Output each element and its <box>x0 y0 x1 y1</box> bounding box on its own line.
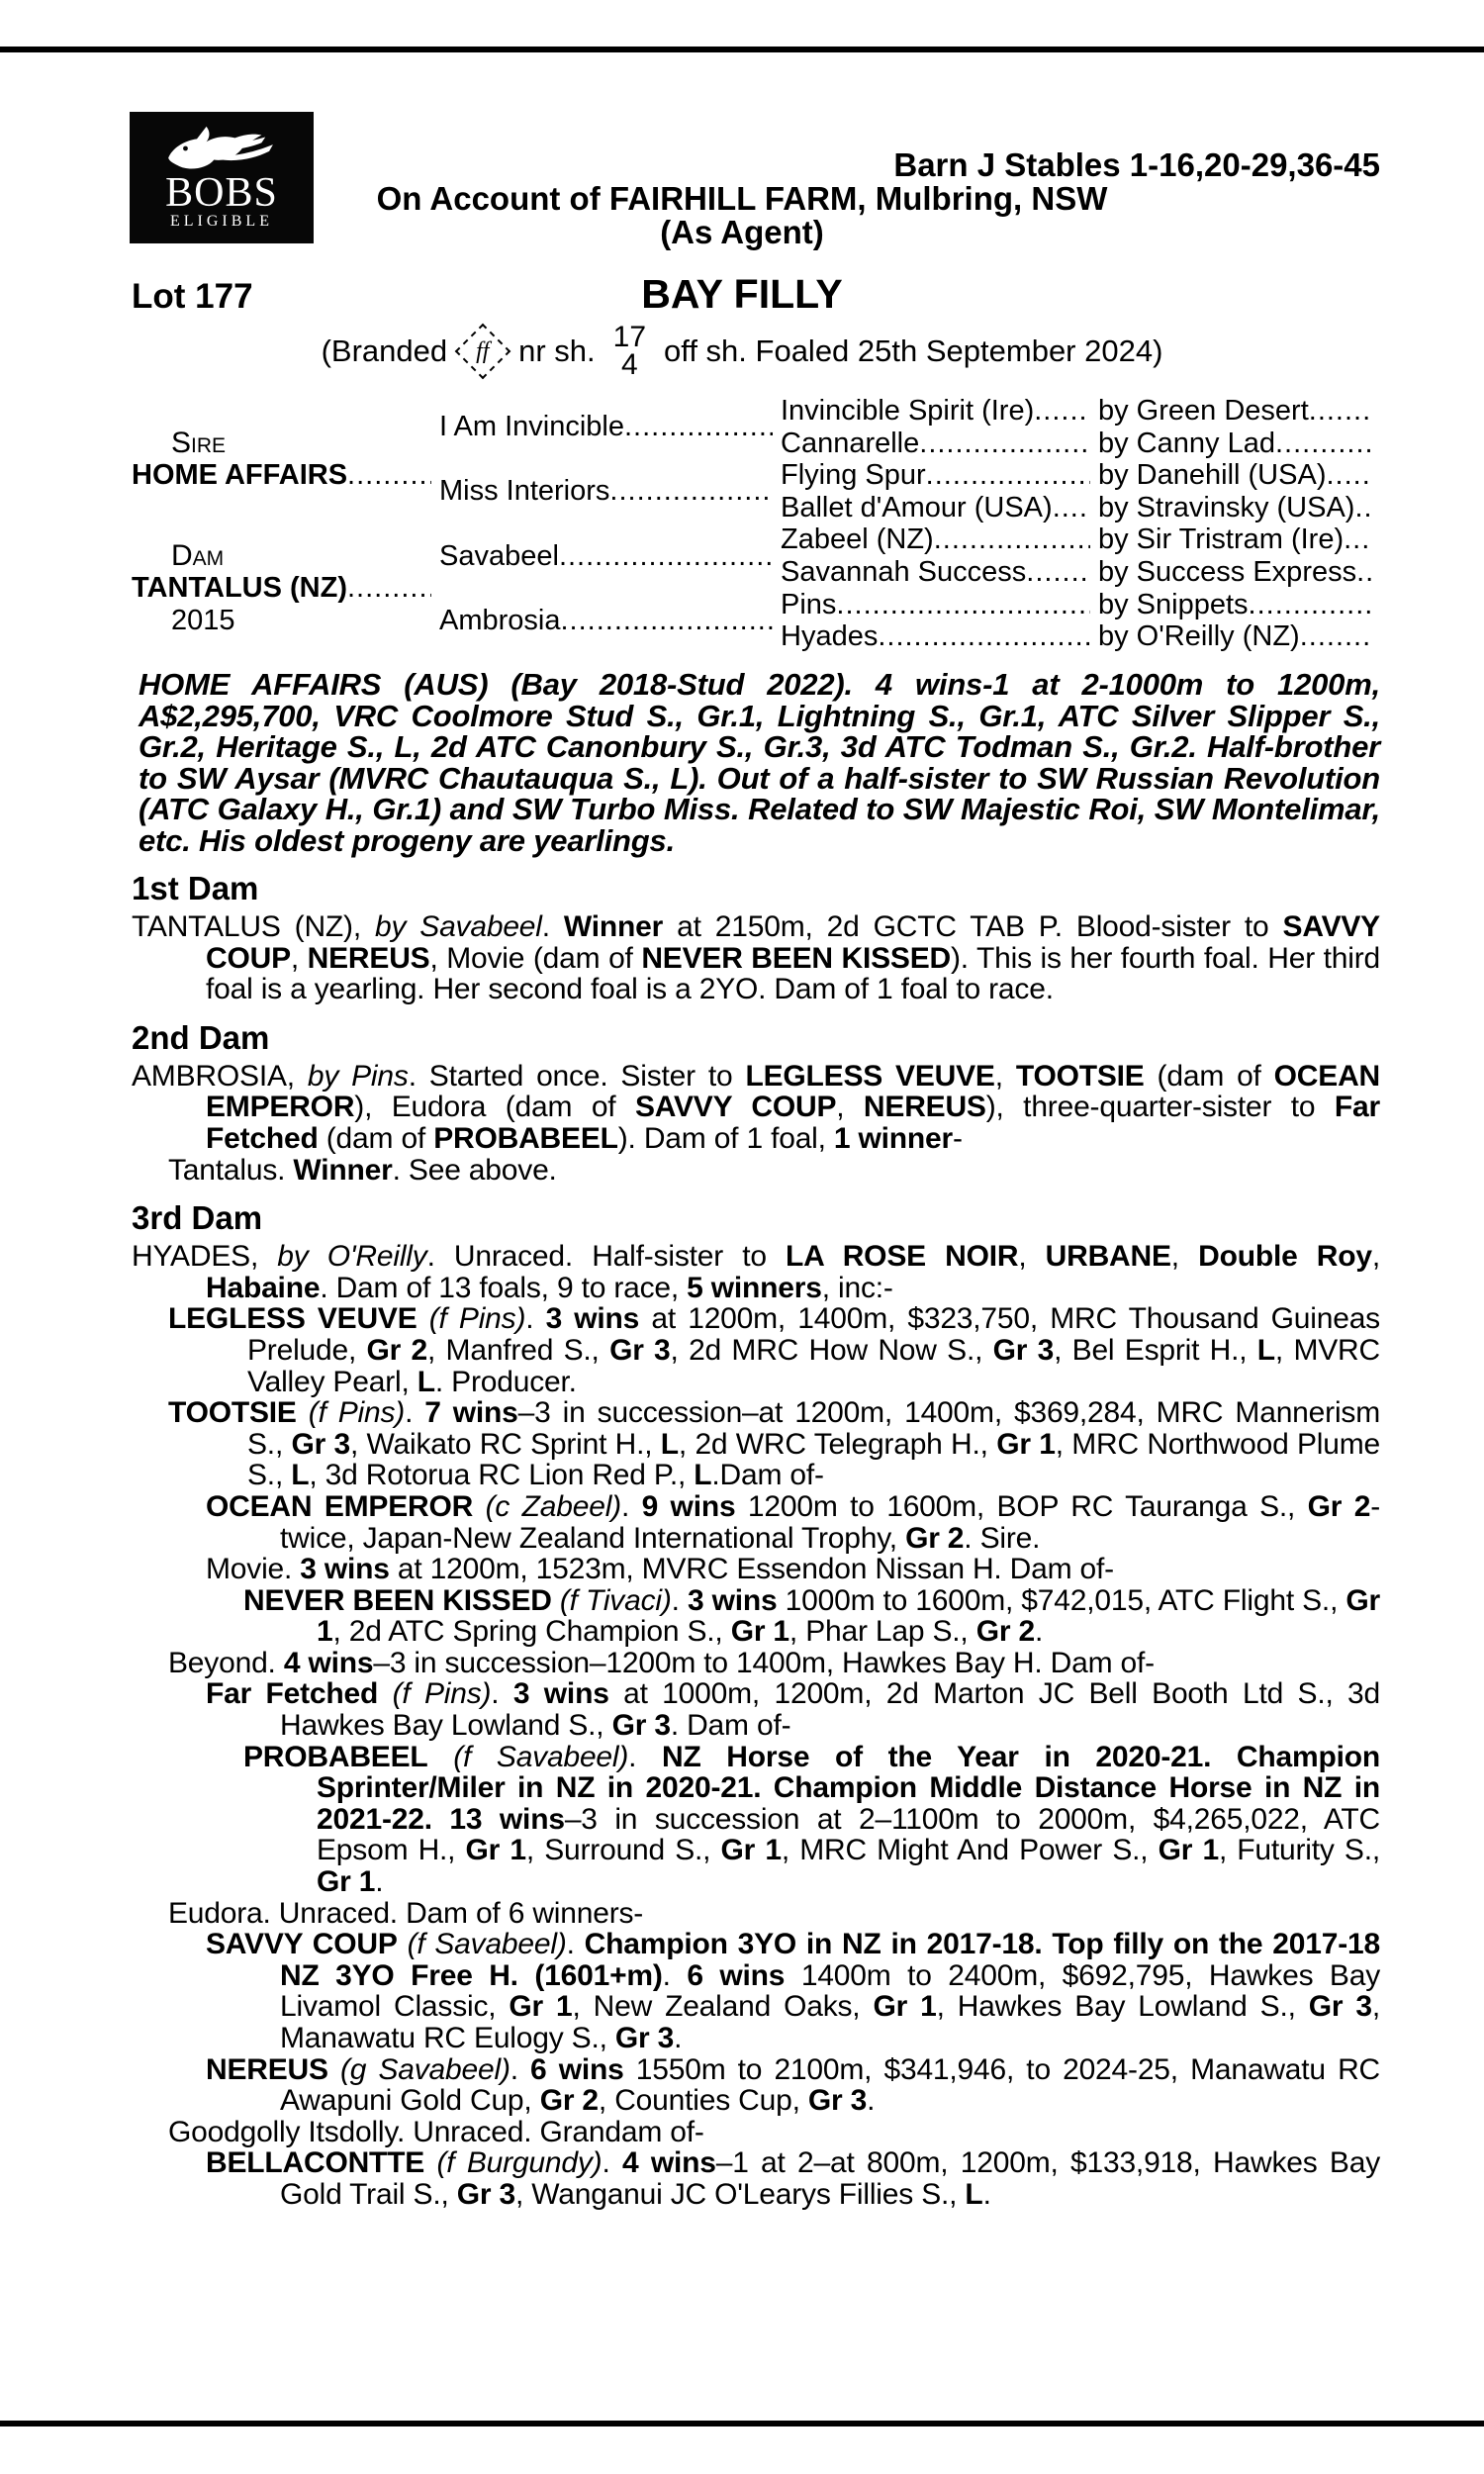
pedigree-gen2-name <box>439 605 781 637</box>
text-run: Gr 3 <box>291 1427 350 1461</box>
pedigree-gen3-sire-cell <box>1098 620 1380 653</box>
pedigree-gen3-cell <box>781 459 1098 492</box>
pedigree-paragraph: Beyond. 4 wins–3 in succession–1200m to 1400m, Hawkes Bay H. Dam of- <box>168 1646 1155 1679</box>
brand-near-shoulder: nr sh. <box>518 333 596 368</box>
dot-leader <box>1026 556 1090 589</box>
pedigree-gen3-sire-cell <box>1098 395 1380 428</box>
dot-leader <box>561 605 774 637</box>
horse-name: Hyades <box>781 620 879 653</box>
brand-suffix: off sh. Foaled 25th September 2024) <box>664 333 1163 368</box>
pedigree-paragraph: AMBROSIA, by Pins. Started once. Sister to LEGLESS VEUVE, TOOTSIE (dam of OCEAN EMPEROR), Eudora (dam of SAVVY COUP, NEREUS), three-quarter-sister to Far Fetched (dam of PROBABEEL). Dam of 1 foal, 1 winner- <box>132 1059 1380 1155</box>
pedigree-gen3-cell <box>781 523 1098 556</box>
text-run: NZ Horse of the Year in 2020-21. Champion Sprinter/Miler in NZ in 2020-21. Champion Middle Distance Horse in NZ in 2021-22. 13 wins <box>317 1740 1380 1836</box>
text-run: 6 wins <box>687 1958 786 1992</box>
pedigree-paragraph: PROBABEEL (f Savabeel). NZ Horse of the Year in 2020-21. Champion Sprinter/Miler in NZ in 2020-21. Champion Middle Distance Horse in NZ in 2021-22. 13 wins–3 in succession at 2–1100m to 2000m, $4,265,022, ATC Epsom H., Gr 1, Surround S., Gr 1, MRC Might And Power S., Gr 1, Futurity S., Gr 1. <box>243 1740 1381 1899</box>
text-run: NEVER BEEN KISSED <box>641 941 951 975</box>
text-run: Gr 1 <box>720 1834 782 1867</box>
text-run: TOOTSIE <box>168 1396 297 1430</box>
horse-name: Invincible Spirit (Ire) <box>781 395 1035 427</box>
text-run: (f Pins) <box>392 1677 492 1711</box>
text-run: BELLACONTTE <box>206 2146 425 2180</box>
section-heading: 2nd Dam <box>132 1018 270 1056</box>
pedigree-gen3-sire-cell <box>1098 428 1380 460</box>
text-run: Gr 2 <box>539 2084 599 2118</box>
text-run: Gr 3 <box>1308 1990 1372 2024</box>
text-run: PROBABEEL <box>243 1740 428 1773</box>
logo-subtitle: ELIGIBLE <box>170 213 273 230</box>
text-run: Gr 1 <box>730 1615 789 1649</box>
text-run: PROBABEEL <box>433 1121 618 1155</box>
dot-leader <box>347 572 431 605</box>
pedigree-paragraph: NEREUS (g Savabeel). 6 wins 1550m to 2100m, $341,946, to 2024-25, Manawatu RC Awapuni Gold Cup, Gr 2, Counties Cup, Gr 3. <box>206 2052 1381 2118</box>
brand-line <box>0 315 1484 388</box>
text-run: URBANE <box>1045 1240 1171 1274</box>
text-run: OCEAN EMPEROR <box>206 1059 1380 1124</box>
text-run: L <box>660 1427 679 1461</box>
generation-label: Sire <box>171 427 227 460</box>
text-run: 7 wins <box>424 1396 518 1430</box>
text-run: by Pins <box>307 1059 409 1093</box>
brand-prefix: (Branded <box>321 333 448 368</box>
dot-leader <box>878 620 1090 653</box>
horse-name: by Success Express <box>1098 555 1357 588</box>
text-run: 4 wins <box>283 1646 374 1679</box>
pedigree-gen3-sire-cell <box>1098 556 1380 589</box>
text-run: OCEAN EMPEROR <box>206 1489 474 1523</box>
pedigree-sire-cell <box>132 395 439 523</box>
text-run: Winner <box>563 910 664 943</box>
horse-name: by Stravinsky (USA) <box>1098 491 1355 523</box>
horse-name: Cannarelle <box>781 427 920 459</box>
horse-name: TANTALUS (NZ) <box>132 572 347 605</box>
pedigree-gen2-cell <box>439 459 781 523</box>
brand-number-top: 17 <box>612 321 647 353</box>
page-title: BAY FILLY <box>641 271 843 317</box>
text-run: (f Burgundy) <box>436 2146 603 2180</box>
text-run: TOOTSIE <box>1015 1059 1145 1093</box>
brand-mark-letters: ff <box>476 338 490 364</box>
horse-name: Flying Spur <box>781 459 926 492</box>
horse-name: Miss Interiors <box>439 475 610 508</box>
text-run: Gr 2 <box>905 1521 965 1555</box>
horse-name: by Snippets <box>1098 588 1249 620</box>
text-run: Gr 1 <box>873 1990 937 2024</box>
dot-leader <box>1326 459 1372 492</box>
bottom-rule <box>0 2421 1484 2426</box>
dot-leader <box>926 459 1090 492</box>
pedigree-paragraph: Goodgolly Itsdolly. Unraced. Grandam of- <box>168 2115 704 2148</box>
content-area <box>132 669 1380 2211</box>
section-heading: 3rd Dam <box>132 1199 263 1237</box>
pedigree-paragraph: NEVER BEEN KISSED (f Tivaci). 3 wins 1000m to 1600m, $742,015, ATC Flight S., Gr 1, 2d ATC Spring Champion S., Gr 1, Phar Lap S., Gr 2. <box>243 1583 1380 1649</box>
horse-name: by O'Reilly (NZ) <box>1098 620 1300 653</box>
dot-leader <box>609 475 773 508</box>
pedigree-paragraph: Movie. 3 wins at 1200m, 1523m, MVRC Essendon Nissan H. Dam of- <box>206 1553 1114 1586</box>
pedigree-paragraph: SAVVY COUP (f Savabeel). Champion 3YO in NZ in 2017-18. Top filly on the 2017-18 NZ 3YO Free H. (1601+m). 6 wins 1400m to 2400m, $692,795, Hawkes Bay Livamol Classic, Gr 1, New Zealand Oaks, Gr 1, Hawkes Bay Lowland S., Gr 3, Manawatu RC Eulogy S., Gr 3. <box>206 1928 1381 2054</box>
pedigree-gen3-sire-cell <box>1098 459 1380 492</box>
pedigree-gen3-sire-cell <box>1098 492 1380 524</box>
text-run: SAVVY COUP <box>206 910 1380 975</box>
text-run: Gr 3 <box>609 1333 671 1367</box>
text-run: Gr 1 <box>317 1865 376 1899</box>
text-run: (f Savabeel) <box>407 1928 567 1961</box>
dot-leader <box>919 428 1090 460</box>
pedigree-gen2-name <box>439 411 781 443</box>
text-run: Gr 3 <box>992 1333 1055 1367</box>
dot-leader <box>1275 428 1372 460</box>
text-run: Habaine <box>206 1271 321 1304</box>
text-run: Far Fetched <box>206 1091 1380 1155</box>
text-run: Gr 3 <box>611 1709 671 1743</box>
horse-name: by Canny Lad <box>1098 427 1275 459</box>
text-run: Far Fetched <box>206 1677 379 1711</box>
text-run: (f Savabeel) <box>453 1740 629 1773</box>
pedigree-paragraph: OCEAN EMPEROR (c Zabeel). 9 wins 1200m to 1600m, BOP RC Tauranga S., Gr 2-twice, Japan-New Zealand International Trophy, Gr 2. Sire. <box>206 1489 1380 1555</box>
text-run: L <box>965 2177 983 2211</box>
pedigree-paragraph: BELLACONTTE (f Burgundy). 4 wins–1 at 2–at 800m, 1200m, $133,918, Hawkes Bay Gold Trail S., Gr 3, Wanganui JC O'Learys Fillies S., L. <box>206 2146 1381 2211</box>
text-run: NEREUS <box>206 2052 328 2086</box>
brand-mark-icon <box>455 324 511 380</box>
lot-number: Lot 177 <box>132 277 253 316</box>
dot-leader <box>559 540 773 573</box>
dot-leader <box>1356 556 1372 589</box>
pedigree-gen3-sire-cell <box>1098 523 1380 556</box>
brand-number-bottom: 4 <box>621 348 638 381</box>
sire-summary: HOME AFFAIRS (AUS) (Bay 2018-Stud 2022). 4 wins-1 at 2-1000m to 1200m, A$2,295,700, VRC Coolmore Stud S., Gr.1, Lightning S., Gr.1, ATC Silver Slipper S., Gr.2, Heritage S., L, 2d ATC Canonbury S., Gr.3, 3d ATC Todman S., Gr.2. Half-brother to SW Aysar (MVRC Chautauqua S., L). Out of a half-sister to SW Russian Revolution (ATC Galaxy H., Gr.1) and SW Turbo Miss. Related to SW Majestic Roi, SW Montelimar, etc. His oldest progeny are yearlings. <box>139 667 1380 858</box>
pedigree-paragraph: HYADES, by O'Reilly. Unraced. Half-sister to LA ROSE NOIR, URBANE, Double Roy, Habaine. Dam of 13 foals, 9 to race, 5 winners, inc:- <box>132 1240 1380 1304</box>
generation-label: Dam <box>171 539 225 573</box>
dot-leader <box>1034 395 1090 428</box>
horse-name: Pins <box>781 588 837 620</box>
account-line: On Account of FAIRHILL FARM, Mulbring, NSW <box>376 180 1108 217</box>
text-run: 3 wins <box>512 1677 609 1711</box>
text-run: 4 wins <box>621 2146 716 2180</box>
pedigree-gen2-name <box>439 540 781 573</box>
text-run: Gr 2 <box>975 1615 1035 1649</box>
section-heading: 1st Dam <box>132 870 259 906</box>
text-run: Gr 1 <box>317 1583 1380 1649</box>
text-run: LEGLESS VEUVE <box>745 1059 995 1093</box>
horse-name: Ambrosia <box>439 604 561 636</box>
pedigree-gen2-name <box>439 475 781 508</box>
text-run: 6 wins <box>530 2052 624 2086</box>
text-run: 1 winner <box>833 1121 954 1155</box>
text-run: Gr 3 <box>807 2084 868 2118</box>
text-run: Gr 1 <box>465 1834 526 1867</box>
text-run: NEREUS <box>863 1091 986 1124</box>
pedigree-paragraph: TANTALUS (NZ), by Savabeel. Winner at 2150m, 2d GCTC TAB P. Blood-sister to SAVVY COUP, NEREUS, Movie (dam of NEVER BEEN KISSED). This is her fourth foal. Her third foal is a yearling. Her second foal is a 2YO. Dam of 1 foal to race. <box>132 910 1380 1006</box>
horse-name: by Sir Tristram (Ire) <box>1098 523 1345 556</box>
pedigree-parent-name <box>132 572 439 605</box>
pedigree-paragraph: Tantalus. Winner. See above. <box>168 1153 557 1187</box>
text-run: Gr 3 <box>614 2022 675 2054</box>
text-run: Gr 1 <box>509 1990 573 2024</box>
horse-name: Ballet d'Amour (USA) <box>781 491 1053 523</box>
text-run: 5 winners <box>687 1271 822 1304</box>
dot-leader <box>1354 492 1372 524</box>
text-run: L <box>694 1459 712 1492</box>
horse-name: Savabeel <box>439 539 559 572</box>
dot-leader <box>347 459 431 492</box>
pedigree-gen2-cell <box>439 523 781 588</box>
text-run: Gr 1 <box>1158 1834 1219 1867</box>
text-run: L <box>1256 1333 1275 1367</box>
text-run: LEGLESS VEUVE <box>168 1302 417 1336</box>
text-run: SAVVY COUP <box>634 1091 837 1124</box>
dot-leader <box>1249 589 1372 621</box>
text-run: Champion 3YO in NZ in 2017-18. Top filly on the 2017-18 NZ 3YO Free H. (1601+m) <box>280 1928 1380 1992</box>
text-run: (f Pins) <box>428 1302 526 1336</box>
text-run: (c Zabeel) <box>485 1489 621 1523</box>
text-run: Winner <box>293 1153 393 1187</box>
dot-leader <box>624 411 773 443</box>
text-run: Gr 2 <box>366 1333 428 1367</box>
top-rule <box>0 47 1484 52</box>
pedigree-parent-name <box>132 459 439 492</box>
agent-line: (As Agent) <box>660 214 824 250</box>
horse-name: by Danehill (USA) <box>1098 459 1327 492</box>
dot-leader <box>1309 395 1372 428</box>
text-run: LA ROSE NOIR <box>786 1240 1019 1274</box>
text-run: Gr 2 <box>1307 1489 1371 1523</box>
pedigree-table <box>132 395 1380 653</box>
text-run: L <box>291 1459 310 1492</box>
dam-sections <box>132 871 1380 2211</box>
dot-leader <box>836 589 1090 621</box>
text-run: 3 wins <box>545 1302 640 1336</box>
text-run: (f Tivaci) <box>559 1583 672 1617</box>
text-run: NEREUS <box>307 941 430 975</box>
text-run: 3 wins <box>300 1553 390 1586</box>
dot-leader <box>1344 523 1372 556</box>
pedigree-gen3-cell <box>781 620 1098 653</box>
pedigree-gen3-cell <box>781 492 1098 524</box>
dot-leader <box>1053 492 1090 524</box>
pedigree-gen3-cell <box>781 556 1098 589</box>
dot-leader <box>1300 620 1372 653</box>
pedigree-dam-cell <box>132 523 439 652</box>
text-run: 3 wins <box>687 1583 778 1617</box>
dot-leader <box>934 523 1090 556</box>
text-run: Double Roy <box>1198 1240 1372 1274</box>
brand-number-fraction <box>612 321 647 381</box>
text-run: (f Pins) <box>308 1396 406 1430</box>
text-run: by Savabeel <box>374 910 542 943</box>
horse-name: Savannah Success <box>781 555 1027 588</box>
horse-name: I Am Invincible <box>439 411 624 443</box>
dam-foaling-year: 2015 <box>171 604 235 636</box>
text-run: NEVER BEEN KISSED <box>243 1583 552 1617</box>
text-run: by O'Reilly <box>277 1240 427 1274</box>
text-run: (g Savabeel) <box>340 2052 510 2086</box>
pedigree-paragraph: Eudora. Unraced. Dam of 6 winners- <box>168 1896 644 1930</box>
pedigree-gen2-cell <box>439 589 781 653</box>
pedigree-paragraph: Far Fetched (f Pins). 3 wins at 1000m, 1200m, 2d Marton JC Bell Booth Ltd S., 3d Hawkes Bay Lowland S., Gr 3. Dam of- <box>206 1677 1380 1743</box>
logo-wordmark: BOBS <box>165 170 278 216</box>
horse-name: by Green Desert <box>1098 395 1309 427</box>
pedigree-gen3-cell <box>781 395 1098 428</box>
pedigree-paragraph: LEGLESS VEUVE (f Pins). 3 wins at 1200m, 1400m, $323,750, MRC Thousand Guineas Prelude, Gr 2, Manfred S., Gr 3, 2d MRC How Now S., Gr 3, Bel Esprit H., L, MVRC Valley Pearl, L. Producer. <box>168 1302 1380 1398</box>
text-run: Gr 3 <box>456 2177 515 2211</box>
barn-line: Barn J Stables 1-16,20-29,36-45 <box>893 146 1380 183</box>
horse-name: Zabeel (NZ) <box>781 523 934 556</box>
text-run: 9 wins <box>641 1489 736 1523</box>
text-run: L <box>417 1365 435 1398</box>
pedigree-gen3-sire-cell <box>1098 589 1380 621</box>
text-run: SAVVY COUP <box>206 1928 398 1961</box>
pedigree-gen3-cell <box>781 428 1098 460</box>
horse-name: HOME AFFAIRS <box>132 459 348 492</box>
pedigree-gen3-cell <box>781 589 1098 621</box>
pedigree-gen2-cell <box>439 395 781 459</box>
pedigree-paragraph: TOOTSIE (f Pins). 7 wins–3 in succession–at 1200m, 1400m, $369,284, MRC Mannerism S., Gr 3, Waikato RC Sprint H., L, 2d WRC Telegraph H., Gr 1, MRC Northwood Plume S., L, 3d Rotorua RC Lion Red P., L.Dam of- <box>168 1396 1381 1492</box>
text-run: Gr 1 <box>996 1427 1056 1461</box>
